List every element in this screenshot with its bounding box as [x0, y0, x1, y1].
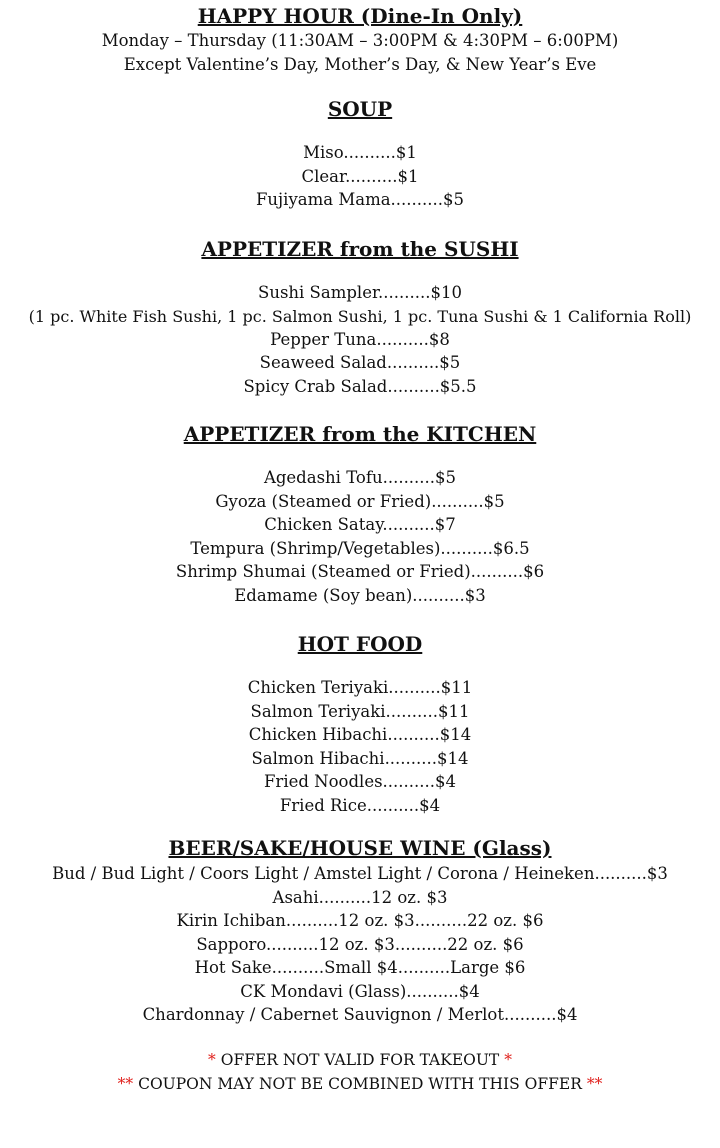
double-asterisk-mark: **: [117, 1074, 134, 1093]
header-section: [0, 4, 720, 76]
menu-item: Clear..........$1: [301, 166, 419, 186]
section-title-sushi-appetizer: APPETIZER from the SUSHI: [201, 237, 519, 261]
menu-item: Pepper Tuna..........$8: [270, 329, 450, 349]
menu-item-note: (1 pc. White Fish Sushi, 1 pc. Salmon Sushi, 1 pc. Tuna Sushi & 1 California Roll): [28, 306, 692, 326]
section-title-hot-food: HOT FOOD: [297, 632, 423, 656]
takeout-notice-text: OFFER NOT VALID FOR TAKEOUT: [220, 1051, 500, 1069]
menu-item: Bud / Bud Light / Coors Light / Amstel Light / Corona / Heineken..........$3: [52, 864, 668, 883]
menu-item: Hot Sake..........Small $4..........Large $6: [194, 958, 526, 977]
footer-notes: [0, 1049, 720, 1096]
page-title: HAPPY HOUR (Dine-In Only): [197, 4, 523, 28]
asterisk-mark: *: [504, 1051, 512, 1069]
menu-item: Salmon Hibachi..........$14: [251, 748, 469, 768]
double-asterisk-mark: **: [586, 1074, 603, 1093]
section-title-soup: SOUP: [327, 97, 393, 121]
exceptions-text: Except Valentine’s Day, Mother’s Day, & New Year’s Eve: [123, 54, 597, 74]
menu-item: Seaweed Salad..........$5: [259, 353, 461, 372]
menu-item: Miso..........$1: [303, 143, 417, 162]
kitchen-appetizer-section: [0, 422, 720, 607]
menu-item: Asahi..........12 oz. $3: [272, 887, 448, 907]
coupon-notice: [0, 1073, 720, 1097]
menu-item: Chicken Hibachi..........$14: [248, 725, 472, 744]
menu-item: Chicken Satay..........$7: [264, 515, 456, 534]
hours-text: Monday – Thursday (11:30AM – 3:00PM & 4:30PM – 6:00PM): [101, 31, 619, 50]
soup-section: [0, 97, 720, 212]
hot-food-section: [0, 632, 720, 817]
sushi-appetizer-section: [0, 237, 720, 398]
coupon-notice-text: COUPON MAY NOT BE COMBINED WITH THIS OFFER: [138, 1074, 582, 1093]
takeout-notice: [0, 1049, 720, 1073]
menu-item: Edamame (Soy bean)..........$3: [234, 585, 486, 605]
menu-item: Chardonnay / Cabernet Sauvignon / Merlot..........$4: [142, 1005, 578, 1024]
menu-item: Agedashi Tofu..........$5: [263, 468, 457, 487]
menu-item: Gyoza (Steamed or Fried)..........$5: [215, 491, 505, 511]
menu-item: CK Mondavi (Glass)..........$4: [240, 981, 480, 1001]
menu-item: Sushi Sampler..........$10: [258, 283, 462, 302]
menu-item: Spicy Crab Salad..........$5.5: [243, 376, 477, 396]
menu-item: Salmon Teriyaki..........$11: [250, 701, 470, 721]
menu-item: Kirin Ichiban..........12 oz. $3..........22 oz. $6: [176, 911, 544, 930]
drinks-section: [0, 836, 720, 1027]
asterisk-mark: *: [208, 1051, 216, 1069]
menu-item: Tempura (Shrimp/Vegetables)..........$6.5: [190, 538, 530, 558]
menu-item: Fried Rice..........$4: [279, 795, 441, 815]
menu-item: Shrimp Shumai (Steamed or Fried)..........$6: [175, 562, 545, 581]
section-title-drinks: BEER/SAKE/HOUSE WINE (Glass): [168, 836, 552, 860]
section-title-kitchen-appetizer: APPETIZER from the KITCHEN: [183, 422, 537, 446]
menu-item: Fried Noodles..........$4: [263, 772, 456, 791]
menu-item: Chicken Teriyaki..........$11: [247, 678, 473, 697]
menu-item: Sapporo..........12 oz. $3..........22 oz. $6: [196, 934, 524, 954]
menu-item: Fujiyama Mama..........$5: [255, 190, 464, 209]
